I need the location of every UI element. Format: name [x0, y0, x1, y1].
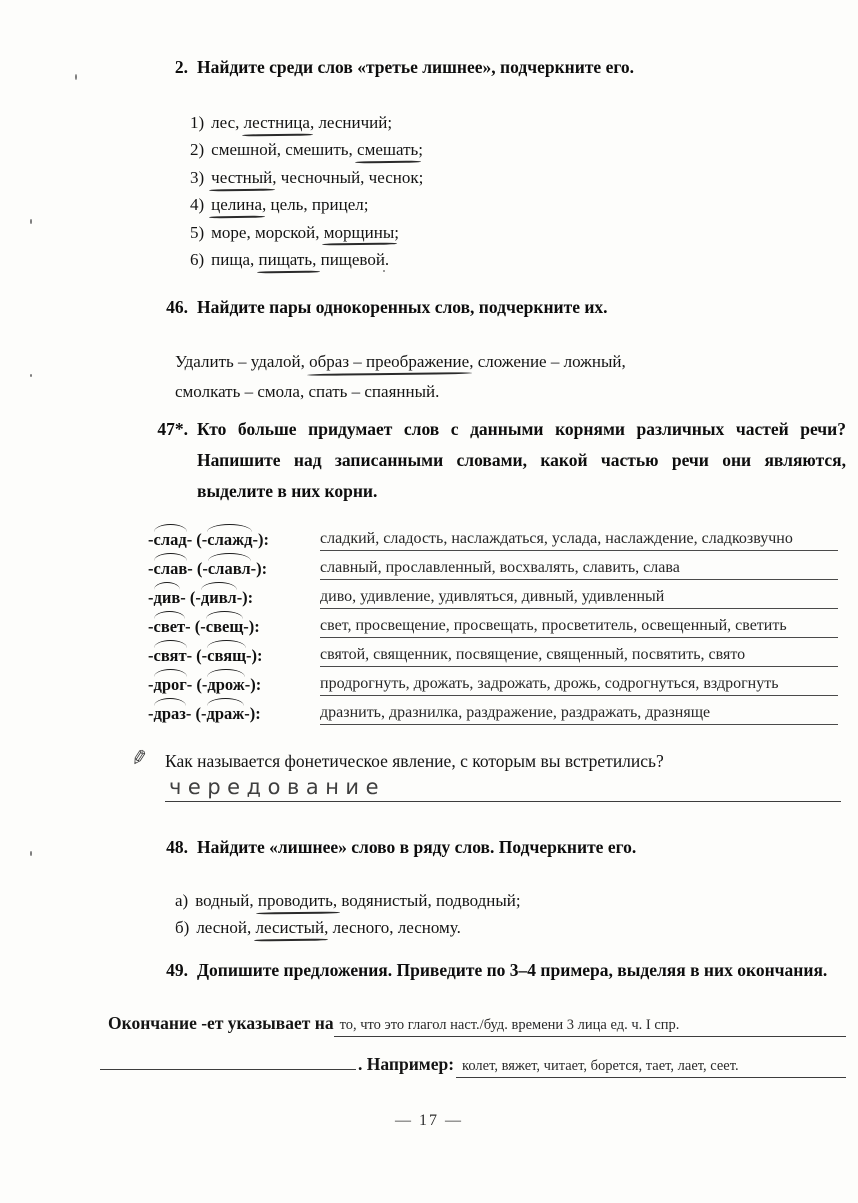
exercise-2	[132, 52, 846, 273]
root-answer: славный, прославленный, восхвалять, славить, слава	[320, 559, 838, 580]
underlined-word: проводить,	[257, 891, 338, 910]
exercise-number: 47*.	[157, 419, 188, 439]
root-row	[148, 667, 838, 696]
root-arc: драз	[153, 704, 186, 723]
root-label: -свет- (-свещ-):	[148, 617, 260, 636]
text-segment: смолкать – смола, спать – спаянный.	[175, 382, 440, 401]
exercise-item	[175, 914, 846, 941]
item-marker: 6)	[190, 250, 205, 270]
root-arc: див	[153, 588, 181, 607]
item-text: море, морской, морщины;	[211, 222, 399, 242]
underlined-word: лесистый	[255, 918, 325, 938]
exercise-item	[190, 164, 846, 191]
scan-speck	[30, 851, 32, 856]
underlined-word: морщины	[323, 222, 395, 242]
root-label: -слав- (-славл-):	[148, 559, 268, 578]
scan-speck	[30, 219, 32, 224]
exercise-item	[190, 219, 846, 246]
root-answer: диво, удивление, удивляться, дивный, удивленный	[320, 588, 838, 609]
item-text: лес, лестница, лесничий;	[211, 113, 393, 132]
exercise-2-heading	[132, 52, 846, 83]
exercise-46-text	[175, 347, 846, 407]
exercise-item	[190, 109, 846, 136]
item-marker: а)	[175, 891, 189, 910]
filled-answer-1: то, что это глагол наст./буд. времени 3 лица ед. ч. I спр.	[334, 1017, 846, 1037]
root-row	[148, 696, 838, 725]
exercise-title: Допишите предложения. Приведите по 3–4 примера, выделяя в них окончания.	[197, 960, 828, 980]
root-row	[148, 522, 838, 551]
exercise-item	[175, 887, 846, 914]
exercise-46-heading	[132, 292, 846, 323]
root-answer: сладкий, сладость, наслаждаться, услада, наслаждение, сладкозвучно	[320, 530, 838, 551]
exercise-number: 2.	[174, 57, 188, 77]
root-arc: свещ	[205, 617, 244, 636]
exercise-item	[190, 136, 846, 163]
root-arc: слав	[153, 559, 188, 578]
blank-line	[100, 1050, 356, 1070]
item-text: честный, чесночный, чеснок;	[211, 167, 424, 187]
page-number: — 17 —	[395, 1112, 463, 1129]
pencil-icon: ✎	[128, 746, 150, 772]
exercise-item	[190, 246, 846, 273]
phonetic-question-block	[108, 748, 846, 802]
exercise-48	[132, 832, 846, 942]
item-text: водный, проводить, водянистый, подводный;	[195, 891, 521, 910]
root-row	[148, 609, 838, 638]
root-row	[148, 580, 838, 609]
answer-line	[165, 775, 841, 802]
scan-speck	[383, 270, 385, 272]
scan-speck	[30, 374, 32, 377]
scan-speck	[75, 74, 77, 80]
text-segment: , сложение – ложный,	[469, 352, 626, 371]
root-label: -слад- (-слажд-):	[148, 530, 269, 549]
item-text: целина, цель, прицел;	[211, 195, 369, 215]
roots-table	[148, 522, 838, 725]
exercise-48-heading	[132, 832, 846, 863]
exercise-46	[132, 292, 846, 407]
root-arc: славл	[207, 559, 251, 578]
root-arc: слад	[153, 530, 187, 549]
root-arc: дивл	[200, 588, 237, 607]
root-label: -дрог- (-дрож-):	[148, 675, 262, 694]
root-arc: свят	[153, 646, 187, 665]
exercise-number: 49.	[166, 960, 188, 980]
item-marker: 3)	[190, 167, 205, 187]
root-row	[148, 638, 838, 667]
root-answer: дразнить, дразнилка, раздражение, раздражать, дразняще	[320, 704, 838, 725]
root-label: -драз- (-драж-):	[148, 704, 261, 723]
item-marker: 4)	[190, 195, 205, 215]
item-text: смешной, смешить, смешать;	[211, 140, 423, 160]
exercise-48-items	[175, 887, 846, 942]
exercise-item	[190, 191, 846, 218]
root-answer: продрогнуть, дрожать, задрожать, дрожь, содрогнуться, вздрогнуть	[320, 675, 838, 696]
item-marker: 5)	[190, 222, 205, 242]
question-line	[108, 748, 846, 773]
item-text: пища, пищать, пищевой.	[211, 250, 390, 270]
root-answer: святой, священник, посвящение, священный, посвятить, свято	[320, 646, 838, 667]
item-marker: б)	[175, 918, 190, 938]
exercise-number: 48.	[166, 837, 188, 857]
root-arc: дрог	[153, 675, 187, 694]
exercise-title: Найдите пары однокоренных слов, подчеркните их.	[197, 297, 608, 317]
exercise-49	[100, 955, 846, 1078]
root-arc: драж	[206, 704, 245, 723]
example-label: . Например:	[358, 1054, 455, 1074]
root-arc: дрож	[207, 675, 245, 694]
sentence-lead: Окончание -ет указывает на	[108, 1013, 334, 1033]
filled-answer-2: колет, вяжет, читает, борется, тает, лает, сеет.	[456, 1058, 846, 1078]
underlined-word: честный	[211, 167, 273, 187]
fill-line-1	[108, 1013, 846, 1037]
exercise-47-heading	[132, 414, 846, 507]
underlined-word: лестница	[243, 113, 310, 132]
item-marker: 2)	[190, 140, 205, 160]
root-row	[148, 551, 838, 580]
underlined-word: пищать,	[258, 250, 317, 270]
underlined-word: смешать	[357, 140, 419, 160]
question-text: Как называется фонетическое явление, с которым вы встретились?	[165, 751, 664, 771]
root-label: -див- (-дивл-):	[148, 588, 254, 607]
exercise-title: Кто больше придумает слов с данными корнями различных частей речи? Напишите над записанными словами, какой частью речи они являются, выделите в них корни.	[197, 419, 846, 501]
item-marker: 1)	[190, 113, 205, 132]
root-answer: свет, просвещение, просвещать, просветитель, освещенный, светить	[320, 617, 838, 638]
exercise-49-heading	[132, 955, 846, 986]
exercise-2-items	[190, 109, 846, 273]
handwritten-answer: чередование	[168, 775, 386, 799]
text-segment: Удалить – удалой,	[175, 352, 310, 371]
exercise-title: Найдите «лишнее» слово в ряду слов. Подчеркните его.	[197, 837, 637, 857]
root-arc: слажд	[207, 530, 253, 549]
item-text: лесной, лесистый, лесного, лесному.	[196, 918, 461, 938]
root-label: -свят- (-свящ-):	[148, 646, 263, 665]
root-arc: свящ	[207, 646, 247, 665]
exercise-47	[132, 414, 846, 507]
root-arc: свет	[153, 617, 186, 636]
fill-line-2	[100, 1050, 846, 1078]
underlined-pair: образ – преображение	[309, 352, 470, 371]
exercise-number: 46.	[166, 297, 188, 317]
exercise-title: Найдите среди слов «третье лишнее», подчеркните его.	[197, 57, 634, 77]
underlined-word: целина	[211, 195, 263, 215]
